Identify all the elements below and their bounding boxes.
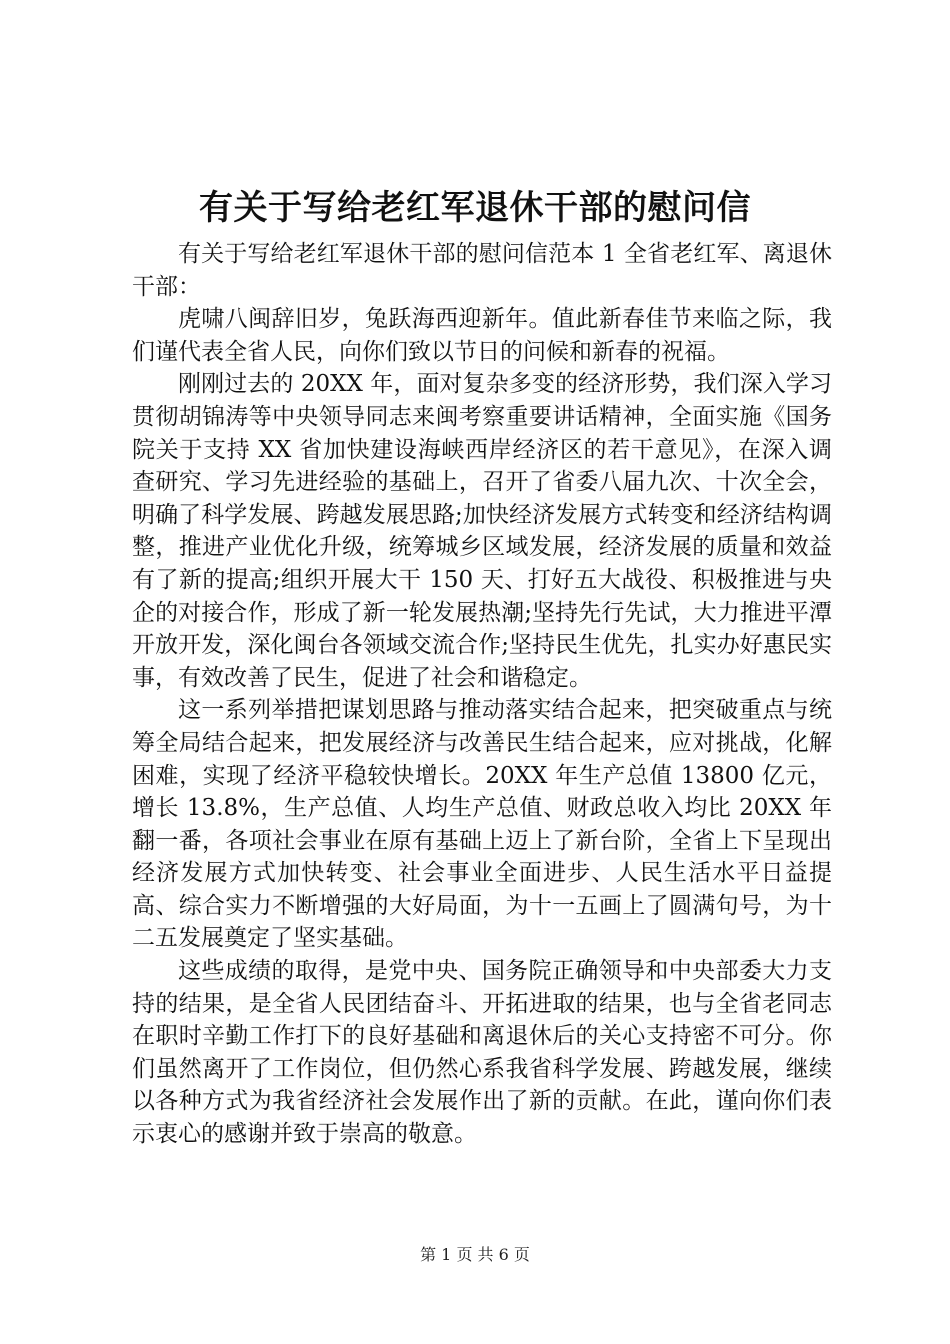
paragraph-salutation: 有关于写给老红军退休干部的慰问信范本 1 全省老红军、离退休干部：: [132, 241, 832, 300]
document-body: [132, 238, 832, 1151]
page-footer: 第 1 页 共 6 页: [420, 1245, 530, 1264]
paragraph-achievements: 刚刚过去的 20XX 年，面对复杂多变的经济形势，我们深入学习贯彻胡锦涛等中央领导同志来闽考察重要讲话精神，全面实施《国务院关于支持 XX 省加快建设海峡西岸经济区的若干意见》，在深入调查研究、学习先进经验的基础上，召开了省委八届九次、十次全会，明确了科学发展、跨越发展思路;加快经济发展方式转变和经济结构调整，推进产业优化升级，统筹城乡区域发展，经济发展的质量和效益有了新的提高;组织开展大干 150 天、打好五大战役、积极推进与央企的对接合作，形成了新一轮发展热潮;坚持先行先试，大力推进平潭开放开发，深化闽台各领域交流合作;坚持民生优先，扎实办好惠民实事，有效改善了民生，促进了社会和谐稳定。: [132, 371, 832, 691]
document-title: 有关于写给老红军退休干部的慰问信: [199, 188, 751, 228]
paragraph-thanks: 这些成绩的取得，是党中央、国务院正确领导和中央部委大力支持的结果，是全省人民团结奋斗、开拓进取的结果，也与全省老同志在职时辛勤工作打下的良好基础和离退休后的关心支持密不可分。你们虽然离开了工作岗位，但仍然心系我省科学发展、跨越发展，继续以各种方式为我省经济社会发展作出了新的贡献。在此，谨向你们表示衷心的感谢并致于崇高的敬意。: [132, 958, 832, 1148]
paragraph-results: 这一系列举措把谋划思路与推动落实结合起来，把突破重点与统筹全局结合起来，把发展经济与改善民生结合起来，应对挑战，化解困难，实现了经济平稳较快增长。20XX 年生产总值 13800 亿元，增长 13.8%，生产总值、人均生产总值、财政总收入均比 20XX 年翻一番，各项社会事业在原有基础上迈上了新台阶，全省上下呈现出经济发展方式加快转变、社会事业全面进步、人民生活水平日益提高、综合实力不断增强的大好局面，为十一五画上了圆满句号，为十二五发展奠定了坚实基础。: [132, 697, 832, 952]
paragraph-greeting: 虎啸八闽辞旧岁，兔跃海西迎新年。值此新春佳节来临之际，我们谨代表全省人民，向你们致以节日的问候和新春的祝福。: [132, 306, 832, 365]
